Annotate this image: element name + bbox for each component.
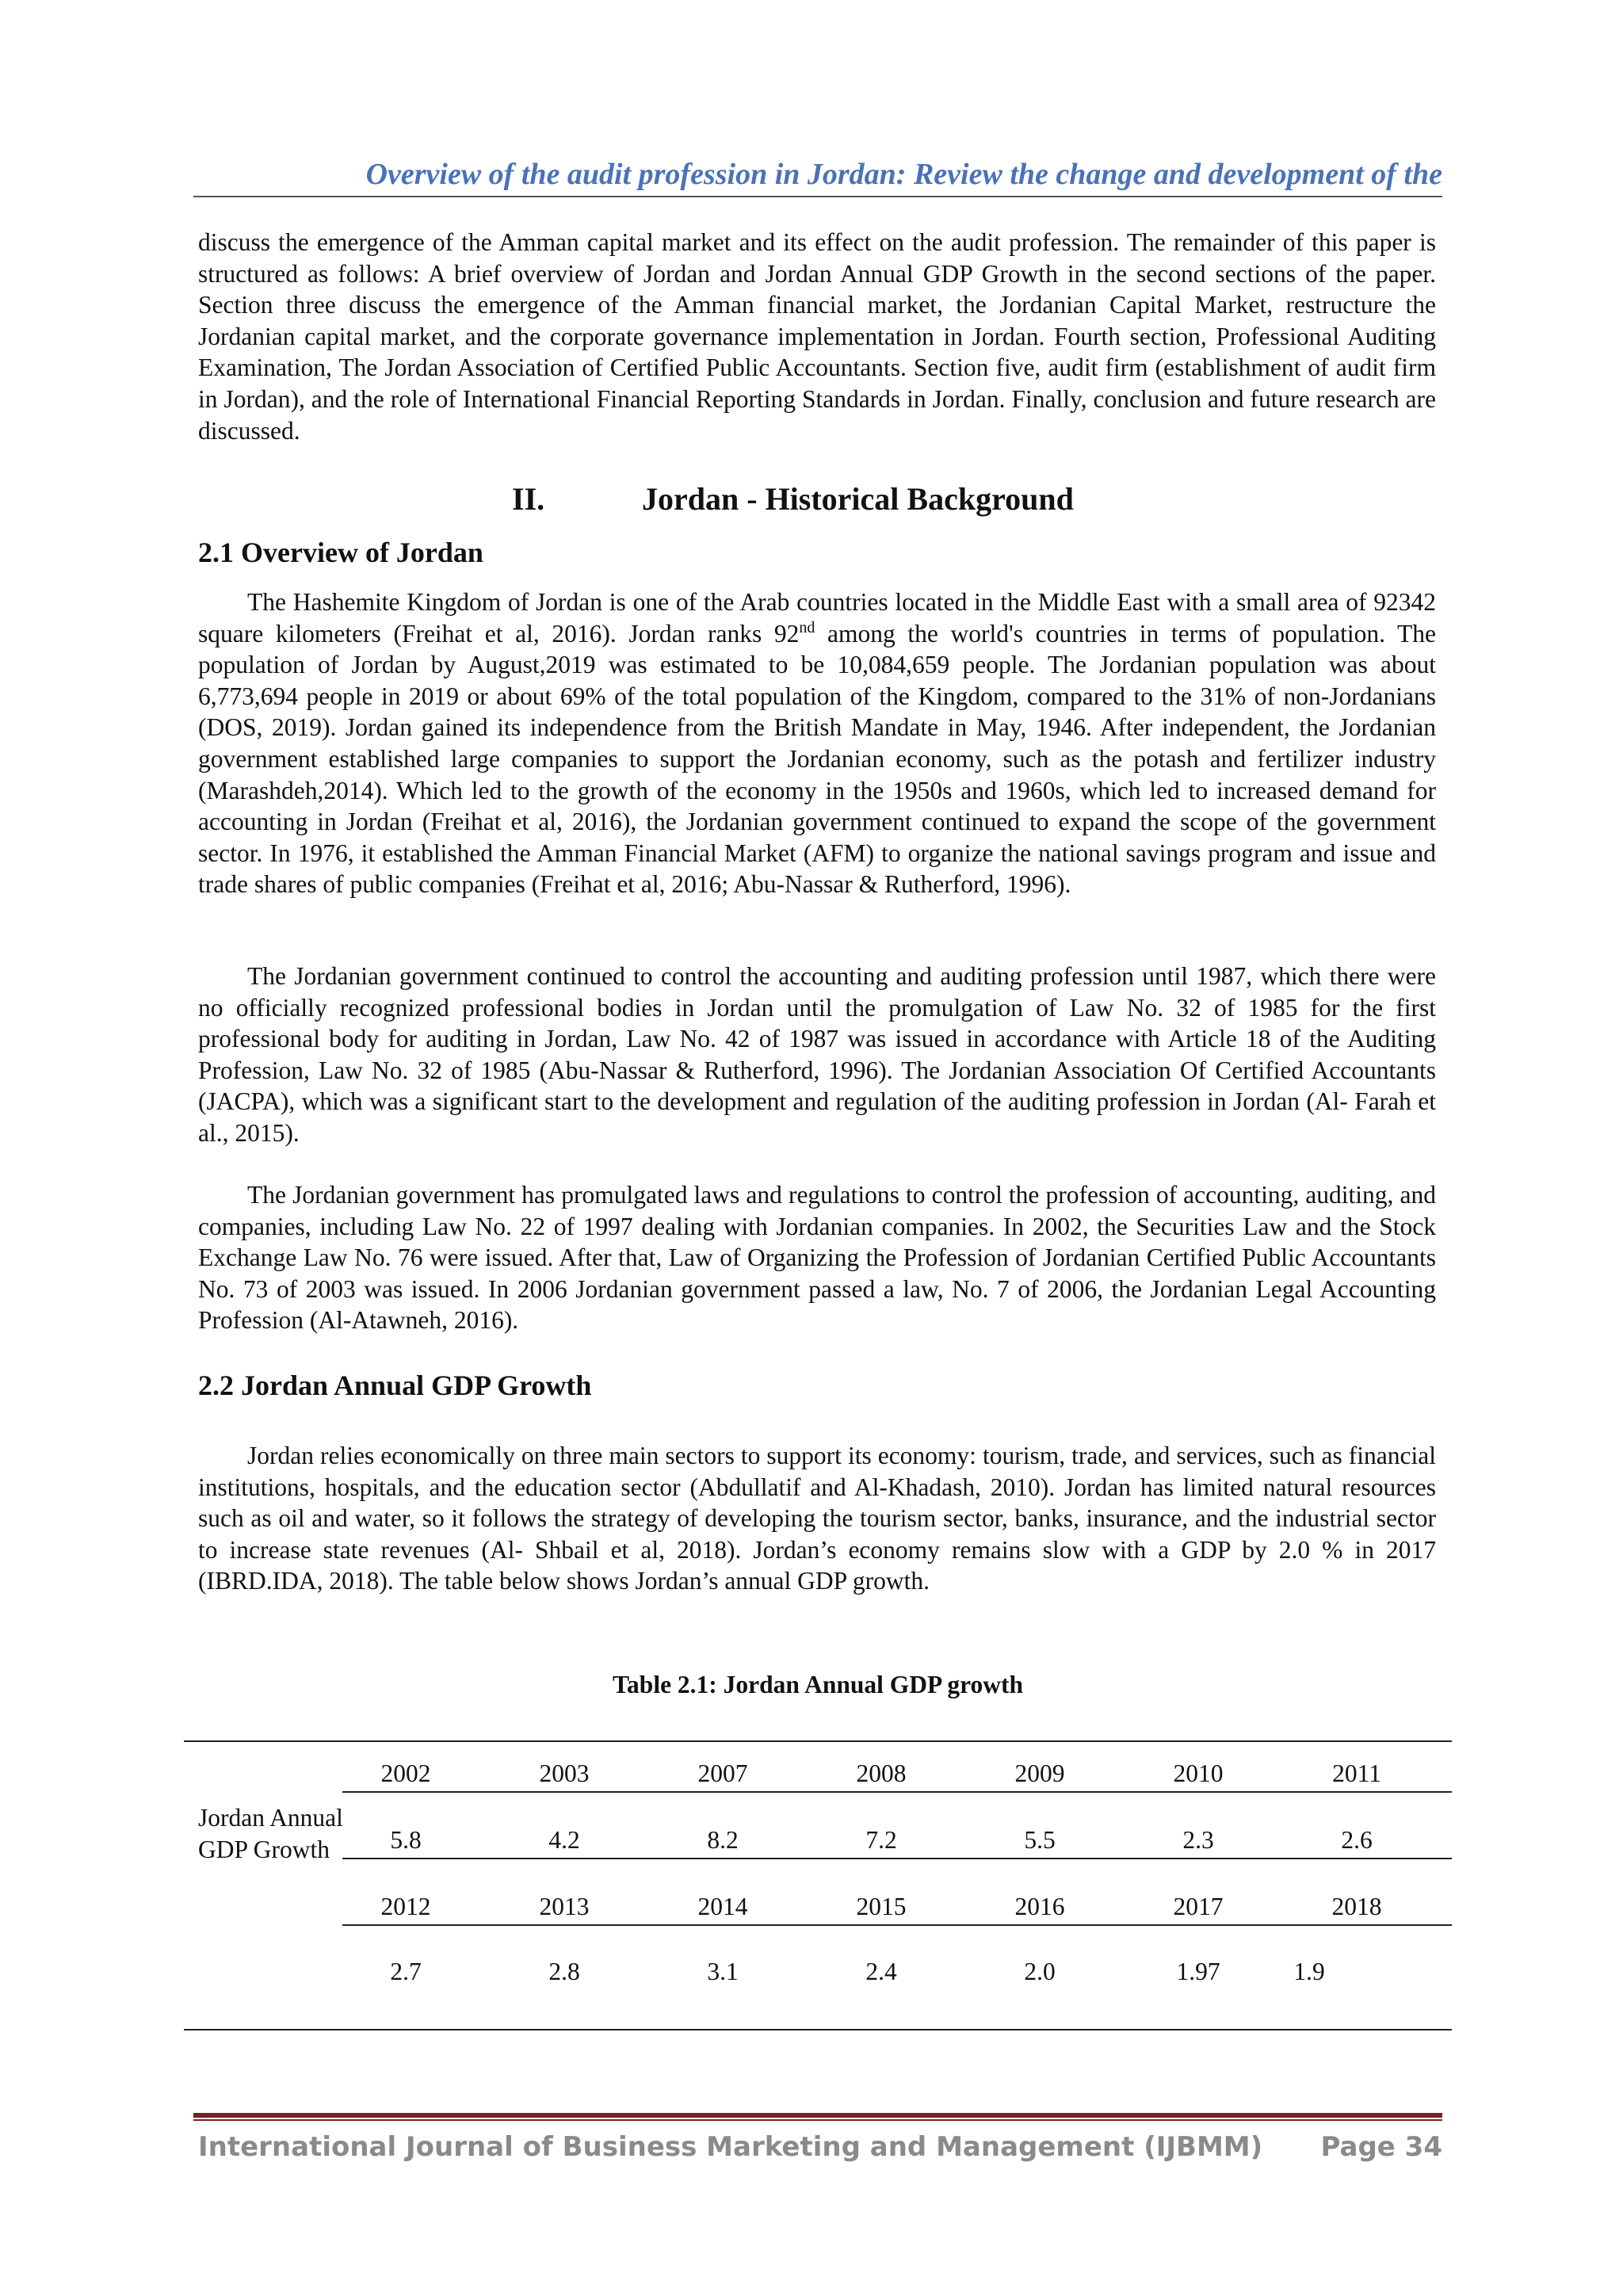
table-top-rule xyxy=(184,1740,1452,1742)
footer-page-number: Page 34 xyxy=(1320,2131,1442,2163)
paragraph-overview-1 xyxy=(198,586,1436,900)
table-row-values-1 xyxy=(342,1823,1452,1859)
table-cell: 2003 xyxy=(539,1759,590,1787)
gdp-growth-table xyxy=(184,1740,1452,2038)
table-row-years-1 xyxy=(342,1756,1452,1793)
table-cell: 3.1 xyxy=(707,1958,739,1985)
table-cell: 2015 xyxy=(856,1893,907,1920)
table-cell: 1.97 xyxy=(1176,1958,1220,1985)
table-cell: 2.8 xyxy=(548,1958,580,1985)
table-cell: 2014 xyxy=(697,1893,748,1920)
table-cell: 2009 xyxy=(1014,1759,1065,1787)
table-cell: 2.4 xyxy=(865,1958,897,1985)
ordinal-superscript: nd xyxy=(799,618,815,636)
paragraph-overview-3: The Jordanian government has promulgated laws and regulations to control the profession of accounting, auditing, and companies, including Law No. 22 of 1997 dealing with Jordanian companies. In 2002, the Securities Law and the Stock Exchange Law No. 76 were issued. After that, Law of Organizing the Profession of Jordanian Certified Public Accountants No. 73 of 2003 was issued. In 2006 Jordanian government passed a law, No. 7 of 2006, the Jordanian Legal Accounting Profession (Al-Atawneh, 2016). xyxy=(198,1181,1436,1335)
footer-divider xyxy=(193,2113,1442,2118)
table-row-label: Jordan Annual GDP Growth xyxy=(198,1804,343,1863)
table-cell: 2.7 xyxy=(390,1958,422,1985)
footer-divider-thin xyxy=(193,2119,1442,2121)
table-cell: 2013 xyxy=(539,1893,590,1920)
table-cell: 7.2 xyxy=(865,1826,897,1854)
table-cell: 2.3 xyxy=(1182,1826,1214,1854)
paragraph-text: among the world's countries in terms of population. The population of Jordan by August,2019 was estimated to be 10,084,659 people. The Jordanian population was about 6,773,694 people in 2019 or about 69% of the total population of the Kingdom, compared to the 31% of non-Jordanians (DOS, 2019). Jordan gained its independence from the British Mandate in May, 1946. After independent, the Jordanian government established large companies to support the Jordanian economy, such as the potash and fertilizer industry (Marashdeh,2014). Which led to the growth of the economy in the 1950s and 1960s, which led to increased demand for accounting in Jordan (Freihat et al, 2016), the Jordanian government continued to expand the scope of the government sector. In 1976, it established the Amman Financial Market (AFM) to organize the national savings program and issue and trade shares of public companies (Freihat et al, 2016; Abu-Nassar & Rutherford, 1996). xyxy=(198,619,1437,899)
paragraph-text: The Hashemite Kingdom of Jordan is one of the Arab countries located in the Middle East with a small area of 92342 square kilometers (Freihat et al, 2016). Jordan ranks 92 xyxy=(198,588,1436,648)
table-cell: 5.5 xyxy=(1024,1826,1056,1854)
table-cell: 8.2 xyxy=(707,1826,739,1854)
table-cell: 2.0 xyxy=(1024,1958,1056,1985)
table-cell: 2016 xyxy=(1014,1893,1065,1920)
table-cell: 4.2 xyxy=(548,1826,580,1854)
table-cell: 2002 xyxy=(380,1759,431,1787)
table-cell: 2007 xyxy=(697,1759,748,1787)
table-cell: 2018 xyxy=(1331,1893,1382,1920)
paragraph-gdp: Jordan relies economically on three main sectors to support its economy: tourism, trade, and services, such as financial institutions, hospitals, and the education sector (Abdullatif and Al-Khadash, 2010). Jordan has limited natural resources such as oil and water, so it follows the strategy of developing the tourism sector, banks, insurance, and the industrial sector to increase state revenues (Al- Shbail et al, 2018). Jordan’s economy remains slow with a GDP by 2.0 % in 2017 (IBRD.IDA, 2018). The table below shows Jordan’s annual GDP growth. xyxy=(198,1442,1436,1595)
section-number: II. xyxy=(512,481,545,517)
table-cell: 2010 xyxy=(1173,1759,1224,1787)
paragraph-overview-2: The Jordanian government continued to control the accounting and auditing profession until 1987, which there were no officially recognized professional bodies in Jordan until the promulgation of Law No. 32 of 1985 for the first professional body for auditing in Jordan, Law No. 42 of 1987 was issued in accordance with Article 18 of the Auditing Profession, Law No. 32 of 1985 (Abu-Nassar & Rutherford, 1996). The Jordanian Association Of Certified Accountants (JACPA), which was a significant start to the development and regulation of the auditing profession in Jordan (Al- Farah et al., 2015). xyxy=(198,962,1436,1147)
section-title: Jordan - Historical Background xyxy=(642,481,1074,517)
table-cell: 5.8 xyxy=(390,1826,422,1854)
table-cell: 2012 xyxy=(380,1893,431,1920)
table-cell: 2.6 xyxy=(1341,1826,1373,1854)
table-cell: 1.9 xyxy=(1293,1958,1325,1985)
table-row-values-2 xyxy=(342,1954,1452,1989)
table-cell: 2011 xyxy=(1332,1759,1381,1787)
subsection-heading-2-2: 2.2 Jordan Annual GDP Growth xyxy=(198,1370,592,1401)
table-row-years-2 xyxy=(342,1889,1452,1926)
table-cell: 2008 xyxy=(856,1759,907,1787)
table-bottom-rule xyxy=(184,2029,1452,2030)
table-cell: 2017 xyxy=(1173,1893,1224,1920)
footer-journal-name: International Journal of Business Marketing and Management (IJBMM) xyxy=(198,2131,1263,2163)
running-header-title: Overview of the audit profession in Jordan: Review the change and development of the xyxy=(193,153,1442,197)
intro-paragraph: discuss the emergence of the Amman capital market and its effect on the audit profession. The remainder of this paper is structured as follows: A brief overview of Jordan and Jordan Annual GDP Growth in the second sections of the paper. Section three discuss the emergence of the Amman financial market, the Jordanian Capital Market, restructure the Jordanian capital market, and the corporate governance implementation in Jordan. Fourth section, Professional Auditing Examination, The Jordan Association of Certified Public Accountants. Section five, audit firm (establishment of audit firm in Jordan), and the role of International Financial Reporting Standards in Jordan. Finally, conclusion and future research are discussed. xyxy=(198,228,1436,445)
table-caption: Table 2.1: Jordan Annual GDP growth xyxy=(612,1671,1024,1698)
subsection-heading-2-1: 2.1 Overview of Jordan xyxy=(198,537,483,568)
